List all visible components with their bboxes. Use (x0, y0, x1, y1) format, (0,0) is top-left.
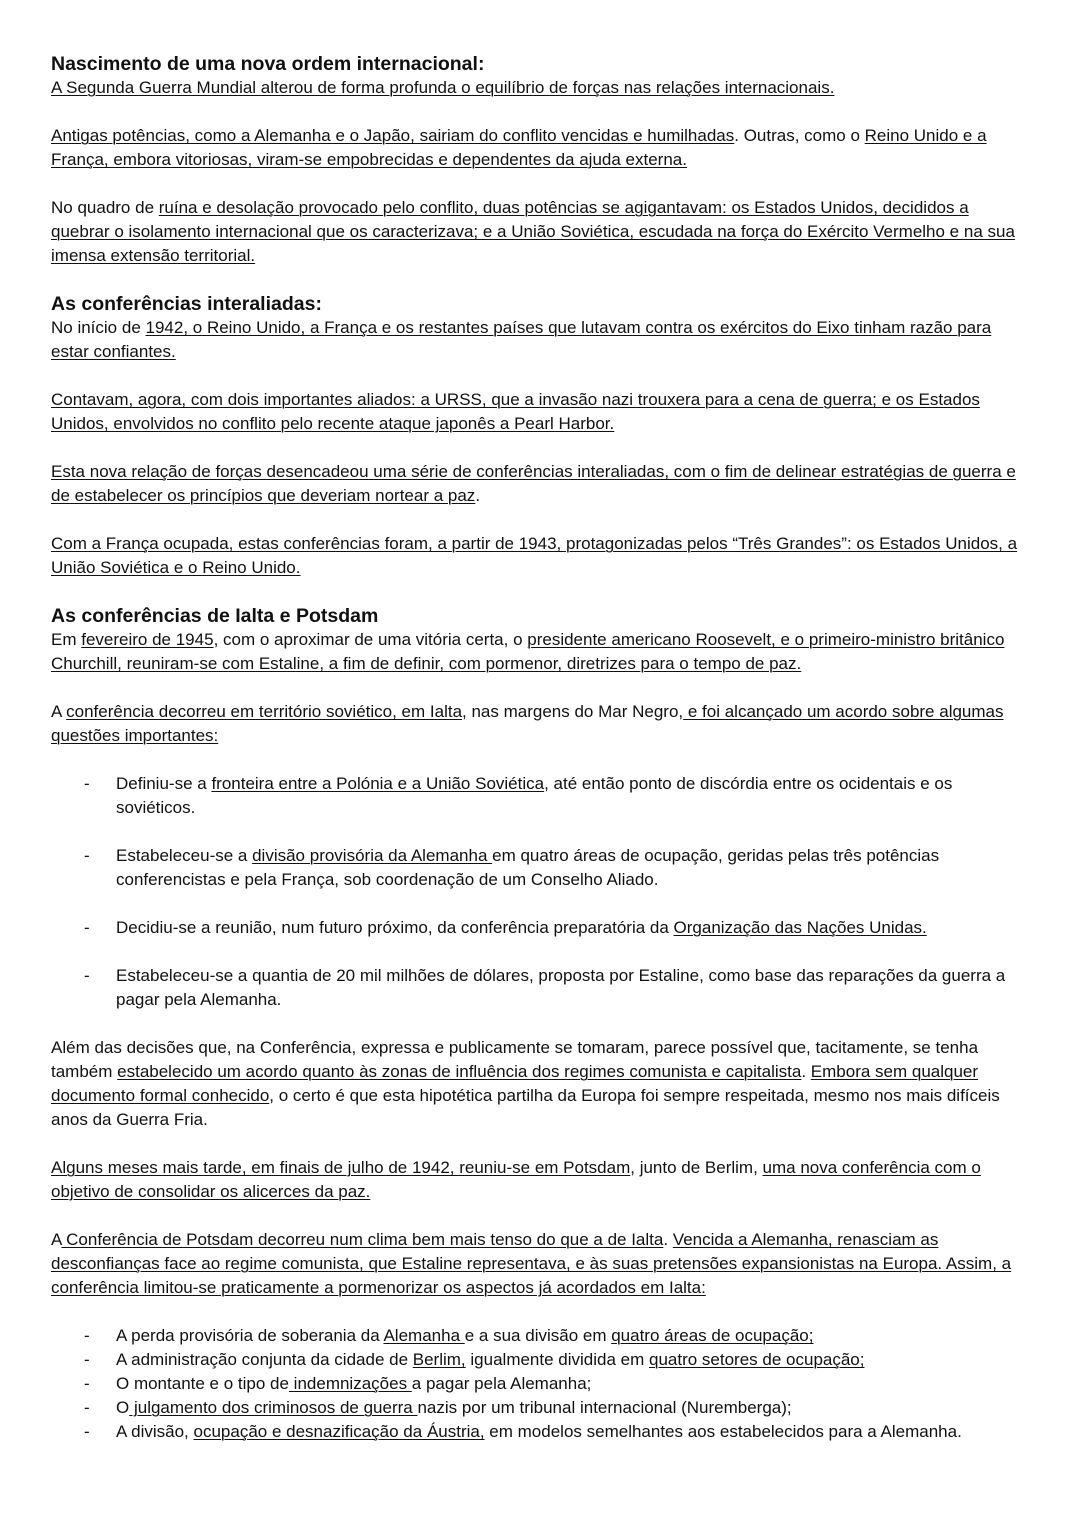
plain-text: Em (51, 630, 82, 649)
plain-text: . Outras, como o (734, 126, 865, 145)
plain-text: O (116, 1398, 130, 1417)
list-item (51, 1420, 1030, 1444)
underlined-text: Conferência de Potsdam decorreu num clima bem mais tenso do que a de Ialta (61, 1230, 664, 1249)
plain-text: A administração conjunta da cidade de (116, 1350, 413, 1369)
plain-text: , com o aproximar de uma vitória certa, o (213, 630, 528, 649)
underlined-text: ruína e desolação provocado pelo conflito, duas potências se agigantavam: os Estados Unidos, decididos a quebrar o isolamento internacional que os caracterizava; e a União Soviética, escudada na força do Exército Vermelho e na sua imensa extensão territorial. (51, 198, 1015, 265)
plain-text: Decidiu-se a reunião, num futuro próximo, da conferência preparatória da (116, 918, 674, 937)
paragraph-s2-1 (51, 316, 1030, 364)
paragraph-s3-1 (51, 628, 1030, 676)
paragraph-s1-1 (51, 76, 1030, 100)
plain-text: , junto de Berlim, (630, 1158, 763, 1177)
underlined-text: uma nova conferência com o objetivo de consolidar os alicerces da paz. (51, 1158, 981, 1201)
underlined-text: quatro áreas de ocupação; (611, 1326, 814, 1345)
plain-text: No quadro de (51, 198, 159, 217)
paragraph-s1-3 (51, 196, 1030, 268)
list-item (51, 1396, 1030, 1420)
underlined-text: presidente americano Roosevelt, e o primeiro-ministro britânico Churchill, reuniram-se com Estaline, a fim de definir, com pormenor, diretrizes para o tempo de paz. (51, 630, 1005, 673)
paragraph-s2-3 (51, 460, 1030, 508)
plain-text: Estabeleceu-se a (116, 846, 253, 865)
ialta-decisions-list (51, 772, 1030, 1012)
underlined-text: julgamento dos criminosos de guerra (129, 1398, 418, 1417)
underlined-text: Alemanha (383, 1326, 465, 1345)
underlined-text: A Segunda Guerra Mundial alterou de forma profunda o equilíbrio de forças nas relações internacionais. (51, 78, 835, 97)
list-item (51, 916, 1030, 940)
underlined-text: fronteira entre a Polónia e a União Soviética (211, 774, 545, 793)
underlined-text: estabelecido um acordo quanto às zonas de influência dos regimes comunista e capitalista (117, 1062, 802, 1081)
plain-text: e a sua divisão em (464, 1326, 612, 1345)
list-item (51, 772, 1030, 820)
underlined-text: fevereiro de 1945 (81, 630, 214, 649)
plain-text: A (51, 1230, 62, 1249)
plain-text: A divisão, (116, 1422, 194, 1441)
underlined-text: Contavam, agora, com dois importantes aliados: a URSS, que a invasão nazi trouxera para a cena de guerra; e os Estados Unidos, envolvidos no conflito pelo recente ataque japonês a Pearl Harbor. (51, 390, 980, 433)
plain-text: em quatro áreas de ocupação, geridas pelas três potências conferencistas e pela França, sob coordenação de um Conselho Aliado. (116, 846, 940, 889)
section-title-conferencias-interaliadas: As conferências interaliadas: (51, 293, 322, 315)
paragraph-s2-4 (51, 532, 1030, 580)
list-item (51, 1348, 1030, 1372)
underlined-text: Embora sem qualquer documento formal conhecido (51, 1062, 979, 1105)
list-item (51, 964, 1030, 1012)
list-item (51, 1324, 1030, 1348)
underlined-text: Alguns meses mais tarde, em finais de julho de 1942, reuniu-se em Potsdam (51, 1158, 631, 1177)
underlined-text: Com a França ocupada, estas conferências foram, a partir de 1943, protagonizadas pelos “Três Grandes”: os Estados Unidos, a União Soviética e o Reino Unido. (51, 534, 1018, 577)
underlined-text: e foi alcançado um acordo sobre algumas questões importantes: (51, 702, 1004, 745)
paragraph-s3-4 (51, 1156, 1030, 1204)
underlined-text: Antigas potências, como a Alemanha e o Japão, sairiam do conflito vencidas e humilhadas (51, 126, 735, 145)
plain-text: A (51, 702, 67, 721)
plain-text: nazis por um tribunal internacional (Nuremberga); (417, 1398, 792, 1417)
underlined-text: Berlim, (412, 1350, 466, 1369)
plain-text: No início de (51, 318, 146, 337)
plain-text: Definiu-se a (116, 774, 212, 793)
underlined-text: Vencida a Alemanha, renasciam as desconfianças face ao regime comunista, que Estaline representava, e às suas pretensões expansionistas na Europa. Assim, a conferência limitou-se praticamente a pormenorizar os aspectos já acordados em Ialta: (51, 1230, 1012, 1297)
plain-text: , até então ponto de discórdia entre os ocidentais e os soviéticos. (116, 774, 953, 817)
plain-text: Estabeleceu-se a quantia de 20 mil milhões de dólares, proposta por Estaline, como base das reparações da guerra a pagar pela Alemanha. (116, 966, 1006, 1009)
section-title-nova-ordem: Nascimento de uma nova ordem internacional: (51, 53, 485, 75)
underlined-text: ocupação e desnazificação da Áustria, (193, 1422, 485, 1441)
underlined-text: Organização das Nações Unidas. (673, 918, 927, 937)
plain-text: O montante e o tipo de (116, 1374, 289, 1393)
paragraph-s3-5 (51, 1228, 1030, 1300)
underlined-text: indemnizações (288, 1374, 412, 1393)
section-title-ialta-potsdam: As conferências de Ialta e Potsdam (51, 605, 379, 627)
paragraph-s1-2 (51, 124, 1030, 172)
plain-text: em modelos semelhantes aos estabelecidos para a Alemanha. (484, 1422, 962, 1441)
underlined-text: conferência decorreu em território soviético, em Ialta (66, 702, 463, 721)
underlined-text: 1942, o Reino Unido, a França e os restantes países que lutavam contra os exércitos do Eixo tinham razão para estar confiantes. (51, 318, 992, 361)
plain-text: . (663, 1230, 673, 1249)
plain-text: A perda provisória de soberania da (116, 1326, 384, 1345)
paragraph-s3-3 (51, 1036, 1030, 1132)
plain-text: . (475, 486, 481, 505)
plain-text: , o certo é que esta hipotética partilha da Europa foi sempre respeitada, mesmo nos mais difíceis anos da Guerra Fria. (51, 1086, 1000, 1129)
plain-text: igualmente dividida em (465, 1350, 649, 1369)
paragraph-s2-2 (51, 388, 1030, 436)
list-item (51, 1372, 1030, 1396)
underlined-text: Esta nova relação de forças desencadeou uma série de conferências interaliadas, com o fim de delinear estratégias de guerra e de estabelecer os princípios que deveriam nortear a paz (51, 462, 1016, 505)
plain-text: . (801, 1062, 811, 1081)
plain-text: , nas margens do Mar Negro, (462, 702, 684, 721)
potsdam-decisions-list (51, 1324, 1030, 1444)
plain-text: Além das decisões que, na Conferência, expressa e publicamente se tomaram, parece possível que, tacitamente, se tenha também (51, 1038, 979, 1081)
underlined-text: divisão provisória da Alemanha (252, 846, 493, 865)
underlined-text: Reino Unido e a França, embora vitoriosas, viram-se empobrecidas e dependentes da ajuda externa. (51, 126, 987, 169)
list-item (51, 844, 1030, 892)
plain-text: a pagar pela Alemanha; (411, 1374, 592, 1393)
paragraph-s3-2 (51, 700, 1030, 748)
underlined-text: quatro setores de ocupação; (649, 1350, 865, 1369)
